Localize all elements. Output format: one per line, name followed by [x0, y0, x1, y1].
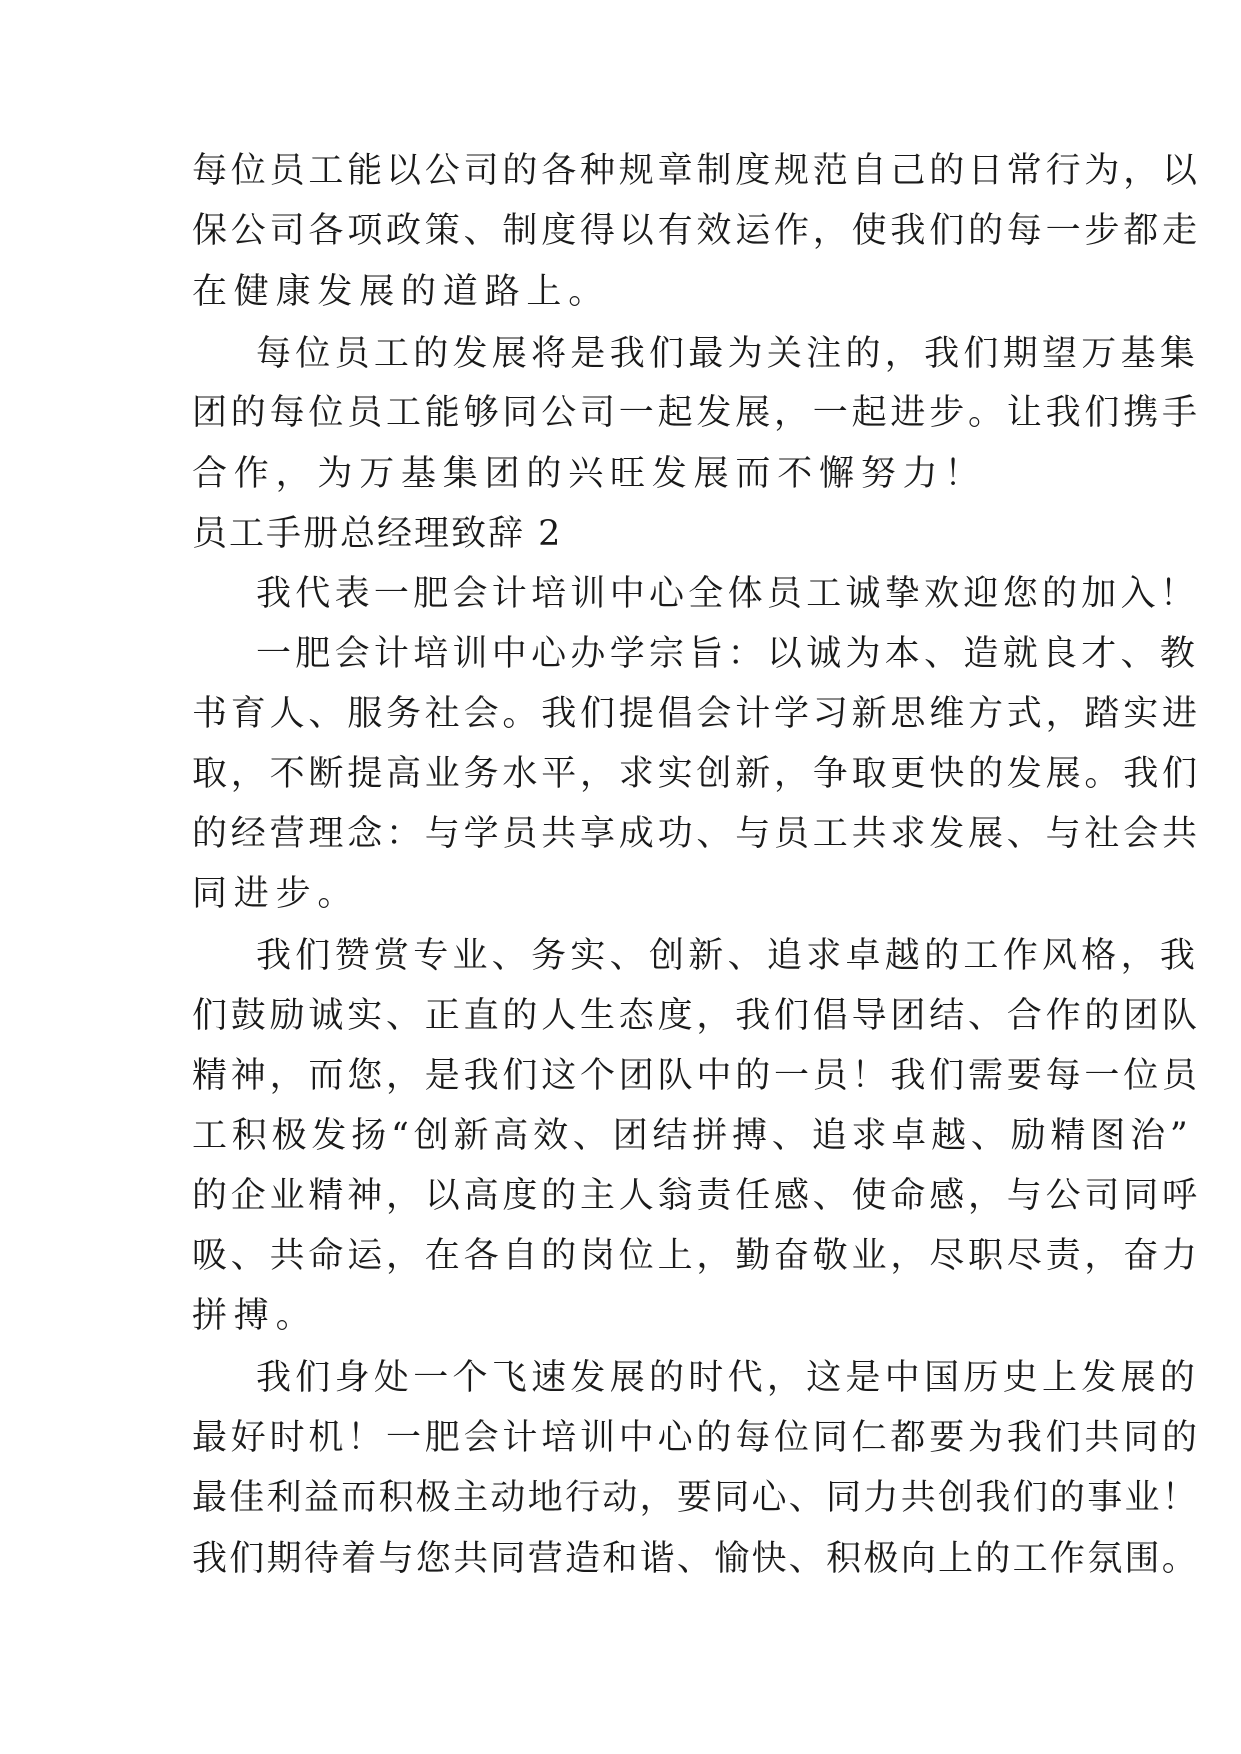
paragraph-line: 书育人、服务社会。我们提倡会计学习新思维方式，踏实进	[192, 694, 1201, 734]
paragraph-line: 拼搏。	[192, 1296, 318, 1336]
paragraph-line: 一肥会计培训中心办学宗旨：以诚为本、造就良才、教	[256, 634, 1200, 674]
paragraph-line: 我们身处一个飞速发展的时代，这是中国历史上发展的	[256, 1358, 1200, 1398]
paragraph-line: 在健康发展的道路上。	[192, 272, 611, 312]
section-heading: 员工手册总经理致辞 2	[192, 514, 563, 554]
paragraph-line: 合作，为万基集团的兴旺发展而不懈努力！	[192, 454, 987, 494]
paragraph-line: 同进步。	[192, 874, 360, 914]
paragraph-line: 每位员工的发展将是我们最为关注的，我们期望万基集	[256, 334, 1200, 374]
paragraph-line: 我们赞赏专业、务实、创新、追求卓越的工作风格，我	[256, 936, 1200, 976]
paragraph-line: 每位员工能以公司的各种规章制度规范自己的日常行为，以	[192, 151, 1201, 191]
paragraph-line: 最佳利益而积极主动地行动，要同心、同力共创我们的事业！	[192, 1478, 1200, 1518]
paragraph-line: 团的每位员工能够同公司一起发展，一起进步。让我们携手	[192, 393, 1201, 433]
paragraph-line: 保公司各项政策、制度得以有效运作，使我们的每一步都走	[192, 211, 1201, 251]
paragraph-line: 精神，而您，是我们这个团队中的一员！我们需要每一位员	[192, 1056, 1201, 1096]
paragraph-line: 的企业精神，以高度的主人翁责任感、使命感，与公司同呼	[192, 1176, 1201, 1216]
paragraph-line: 的经营理念：与学员共享成功、与员工共求发展、与社会共	[192, 814, 1201, 854]
paragraph-line: 吸、共命运，在各自的岗位上，勤奋敬业，尽职尽责，奋力	[192, 1236, 1201, 1276]
paragraph-line: 取，不断提高业务水平，求实创新，争取更快的发展。我们	[192, 754, 1201, 794]
paragraph-line: 们鼓励诚实、正直的人生态度，我们倡导团结、合作的团队	[192, 996, 1201, 1036]
paragraph-line: 工积极发扬“创新高效、团结拼搏、追求卓越、励精图治”	[192, 1116, 1193, 1156]
paragraph-line: 我代表一肥会计培训中心全体员工诚挚欢迎您的加入！	[256, 574, 1200, 614]
paragraph-line: 最好时机！一肥会计培训中心的每位同仁都要为我们共同的	[192, 1418, 1201, 1458]
paragraph-line: 我们期待着与您共同营造和谐、愉快、积极向上的工作氛围。	[192, 1539, 1200, 1579]
